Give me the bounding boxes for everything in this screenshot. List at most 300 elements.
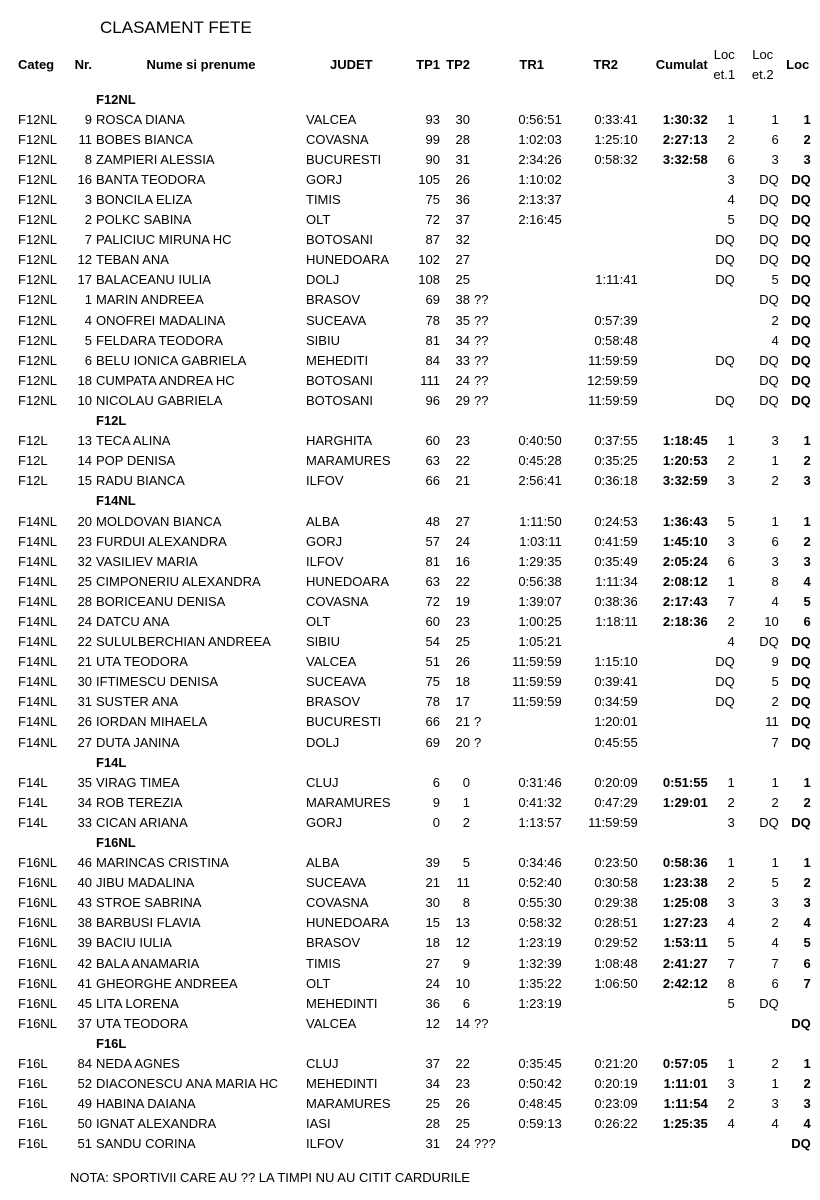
tp1-value: 81 <box>425 553 440 569</box>
tp1-value: 78 <box>425 312 440 328</box>
cumulative-time: 1:23:38 <box>662 875 708 891</box>
tr2-time <box>568 1134 644 1154</box>
cumulative-time <box>644 390 708 410</box>
tr1-time: 0:56:51 <box>518 111 562 127</box>
cumulative-time <box>644 270 708 290</box>
categ-cell: F16NL <box>18 855 58 871</box>
tp2-value: 1 <box>462 794 470 810</box>
table-row <box>0 792 811 812</box>
tp1-value: 0 <box>432 814 440 830</box>
missing-time-flag <box>472 471 496 491</box>
tr1-time: 1:39:07 <box>518 593 562 609</box>
tr2-time: 0:35:49 <box>594 553 638 569</box>
stage1-rank: 3 <box>727 533 735 549</box>
table-row <box>0 230 811 250</box>
tp1-value: 25 <box>425 1096 440 1112</box>
header-nr: Nr. <box>74 57 92 72</box>
stage1-rank: 6 <box>727 553 735 569</box>
athlete-name: CUMPATA ANDREA HC <box>96 372 235 388</box>
tr1-time: 1:23:19 <box>518 995 562 1011</box>
athlete-name: BALA ANAMARIA <box>96 955 200 971</box>
athlete-name: UTA TEODORA <box>96 1015 188 1031</box>
stage2-rank: DQ <box>759 252 779 268</box>
table-row <box>0 370 811 390</box>
bib-number: 40 <box>77 875 92 891</box>
final-rank: DQ <box>791 171 811 187</box>
bib-number: 5 <box>84 332 92 348</box>
tr2-time: 1:25:10 <box>594 131 638 147</box>
table-row <box>0 611 811 631</box>
table-row <box>0 350 811 370</box>
table-row <box>0 531 811 551</box>
stage2-rank: DQ <box>759 392 779 408</box>
final-rank: DQ <box>791 272 811 288</box>
table-row <box>0 632 811 652</box>
tp1-value: 39 <box>425 855 440 871</box>
stage2-rank: 7 <box>771 734 779 750</box>
athlete-name: POP DENISA <box>96 453 176 469</box>
footer-note: NOTA: SPORTIVII CARE AU ?? LA TIMPI NU AU CITIT CARDURILE <box>70 1170 470 1185</box>
stage2-rank: DQ <box>759 814 779 830</box>
final-rank: 5 <box>803 935 811 951</box>
tp1-value: 9 <box>432 794 440 810</box>
final-rank: 1 <box>803 1056 811 1072</box>
table-row <box>0 853 811 873</box>
tr2-time: 1:11:41 <box>595 272 638 288</box>
final-rank: 7 <box>803 975 811 991</box>
cumulative-time <box>644 370 708 390</box>
athlete-name: BELU IONICA GABRIELA <box>96 352 247 368</box>
cumulative-time <box>644 1134 708 1154</box>
tp1-value: 48 <box>425 513 440 529</box>
tr1-time <box>496 1013 568 1033</box>
table-row <box>0 390 811 410</box>
stage1-rank: 6 <box>727 151 735 167</box>
county: COVASNA <box>306 895 369 911</box>
categ-cell: F16NL <box>18 915 58 931</box>
final-rank: 3 <box>803 1096 811 1112</box>
missing-time-flag <box>472 1114 496 1134</box>
final-rank: 3 <box>803 895 811 911</box>
table-row <box>0 712 811 732</box>
missing-time-flag <box>472 792 496 812</box>
categ-cell: F14NL <box>18 714 58 730</box>
final-rank: 3 <box>803 473 811 489</box>
athlete-name: ONOFREI MADALINA <box>96 312 226 328</box>
county: ALBA <box>306 855 340 871</box>
tp2-value: 21 <box>455 714 470 730</box>
athlete-name: MARINCAS CRISTINA <box>96 855 229 871</box>
categ-cell: F12NL <box>18 252 58 268</box>
categ-cell: F12NL <box>18 292 58 308</box>
categ-cell: F14NL <box>18 553 58 569</box>
bib-number: 15 <box>77 473 92 489</box>
table-row <box>0 1094 811 1114</box>
stage2-rank: 3 <box>771 895 779 911</box>
categ-cell: F12NL <box>18 352 58 368</box>
bib-number: 84 <box>77 1056 92 1072</box>
stage1-rank: DQ <box>715 654 735 670</box>
categ-cell: F12L <box>18 433 48 449</box>
bib-number: 24 <box>77 613 92 629</box>
tr1-time: 1:02:03 <box>518 131 562 147</box>
tr1-time: 0:55:30 <box>518 895 562 911</box>
missing-time-flag <box>472 812 496 832</box>
bib-number: 50 <box>77 1116 92 1132</box>
athlete-name: UTA TEODORA <box>96 654 188 670</box>
tr2-time: 12:59:59 <box>587 372 638 388</box>
tr2-time <box>568 993 644 1013</box>
final-rank: DQ <box>791 714 811 730</box>
stage2-rank <box>741 1013 785 1033</box>
categ-cell: F12NL <box>18 372 58 388</box>
missing-time-flag <box>472 873 496 893</box>
tp2-value: 16 <box>455 553 470 569</box>
table-row <box>0 812 811 832</box>
final-rank: 3 <box>803 553 811 569</box>
tp2-value: 20 <box>455 734 470 750</box>
athlete-name: VASILIEV MARIA <box>96 553 198 569</box>
cumulative-time: 1:30:32 <box>662 111 708 127</box>
tr2-time: 0:37:55 <box>594 433 638 449</box>
missing-time-flag <box>472 431 496 451</box>
tp2-value: 36 <box>455 192 470 208</box>
header-tr2: TR2 <box>593 57 618 72</box>
bib-number: 25 <box>77 573 92 589</box>
tp1-value: 69 <box>425 734 440 750</box>
stage1-rank <box>708 712 741 732</box>
cumulative-time <box>644 692 708 712</box>
cumulative-time <box>644 230 708 250</box>
tr1-time <box>496 370 568 390</box>
tp1-value: 12 <box>425 1015 440 1031</box>
table-row <box>0 933 811 953</box>
categ-cell: F16NL <box>18 875 58 891</box>
tp1-value: 69 <box>425 292 440 308</box>
table-row <box>0 1054 811 1074</box>
tp2-value: 11 <box>456 875 470 891</box>
bib-number: 17 <box>77 272 92 288</box>
tp1-value: 75 <box>425 192 440 208</box>
categ-cell: F12NL <box>18 192 58 208</box>
tr2-time: 0:29:38 <box>594 895 638 911</box>
tp2-value: 27 <box>455 513 470 529</box>
tr2-time: 0:38:36 <box>594 593 638 609</box>
final-rank: DQ <box>791 734 811 750</box>
tr2-time: 0:28:51 <box>594 915 638 931</box>
tp2-value: 30 <box>455 111 470 127</box>
final-rank: DQ <box>791 232 811 248</box>
county: HUNEDOARA <box>306 573 390 589</box>
stage2-rank: 6 <box>771 975 779 991</box>
athlete-name: IORDAN MIHAELA <box>96 714 208 730</box>
group-header-row <box>0 89 811 109</box>
missing-time-flag <box>472 571 496 591</box>
stage2-rank: 1 <box>771 1076 779 1092</box>
tr1-time: 11:59:59 <box>512 674 562 690</box>
county: TIMIS <box>306 955 341 971</box>
bib-number: 49 <box>77 1096 92 1112</box>
tr1-time: 0:31:46 <box>518 774 562 790</box>
county: DOLJ <box>306 734 340 750</box>
tp2-value: 25 <box>455 634 470 650</box>
categ-cell: F16L <box>18 1076 48 1092</box>
table-row <box>0 471 811 491</box>
tr2-time <box>568 632 644 652</box>
tp2-value: 37 <box>455 212 470 228</box>
tr2-time: 1:11:34 <box>595 573 638 589</box>
tr1-time <box>496 350 568 370</box>
final-rank: DQ <box>791 372 811 388</box>
header-name: Nume si prenume <box>146 57 256 72</box>
county: OLT <box>306 212 331 228</box>
tr2-time: 1:06:50 <box>594 975 638 991</box>
stage1-rank: 4 <box>727 634 735 650</box>
county: TIMIS <box>306 192 341 208</box>
bib-number: 32 <box>77 553 92 569</box>
cumulative-time: 0:57:05 <box>662 1056 708 1072</box>
categ-cell: F12L <box>18 453 48 469</box>
county: COVASNA <box>306 131 369 147</box>
county: DOLJ <box>306 272 340 288</box>
table-row <box>0 270 811 290</box>
athlete-name: BONCILA ELIZA <box>96 192 193 208</box>
stage2-rank: 8 <box>771 573 779 589</box>
missing-time-flag <box>472 692 496 712</box>
final-rank: 2 <box>803 794 811 810</box>
county: ILFOV <box>306 553 344 569</box>
cumulative-time: 0:51:55 <box>662 774 708 790</box>
athlete-name: BACIU IULIA <box>96 935 172 951</box>
county: BOTOSANI <box>306 372 373 388</box>
tr2-time: 0:45:55 <box>594 734 638 750</box>
stage1-rank: 3 <box>727 814 735 830</box>
categ-cell: F14NL <box>18 573 58 589</box>
tr1-time <box>496 270 568 290</box>
cumulative-time: 1:29:01 <box>662 794 708 810</box>
stage2-rank: 1 <box>771 774 779 790</box>
table-row <box>0 149 811 169</box>
tp2-value: 2 <box>462 814 470 830</box>
athlete-name: FURDUI ALEXANDRA <box>96 533 227 549</box>
athlete-name: LITA LORENA <box>96 995 179 1011</box>
bib-number: 28 <box>77 593 92 609</box>
missing-time-flag <box>472 1054 496 1074</box>
bib-number: 38 <box>77 915 92 931</box>
athlete-name: ROB TEREZIA <box>96 794 183 810</box>
county: MEHEDINTI <box>306 995 378 1011</box>
categ-cell: F14NL <box>18 513 58 529</box>
missing-time-flag <box>472 551 496 571</box>
categ-cell: F16NL <box>18 895 58 911</box>
missing-time-flag: ?? <box>474 352 489 368</box>
cumulative-time: 3:32:58 <box>662 151 708 167</box>
missing-time-flag <box>472 652 496 672</box>
tr1-time: 1:03:11 <box>519 533 562 549</box>
tr1-time: 1:10:02 <box>518 171 562 187</box>
final-rank: DQ <box>791 654 811 670</box>
final-rank: 5 <box>803 593 811 609</box>
tp2-value: 26 <box>455 1096 470 1112</box>
categ-cell: F16NL <box>18 975 58 991</box>
tr2-time <box>568 290 644 310</box>
tp1-value: 15 <box>425 915 440 931</box>
missing-time-flag: ??? <box>474 1136 496 1152</box>
final-rank: DQ <box>791 674 811 690</box>
missing-time-flag <box>472 230 496 250</box>
bib-number: 13 <box>77 433 92 449</box>
final-rank: DQ <box>791 332 811 348</box>
tp2-value: 18 <box>455 674 470 690</box>
stage1-rank: 4 <box>727 192 735 208</box>
county: COVASNA <box>306 593 369 609</box>
stage2-rank: 5 <box>771 875 779 891</box>
bib-number: 52 <box>77 1076 92 1092</box>
cumulative-time <box>644 210 708 230</box>
bib-number: 43 <box>77 895 92 911</box>
stage1-rank: 5 <box>727 935 735 951</box>
stage1-rank <box>708 290 741 310</box>
athlete-name: MARIN ANDREEA <box>96 292 204 308</box>
missing-time-flag <box>472 210 496 230</box>
athlete-name: DIACONESCU ANA MARIA HC <box>96 1076 279 1092</box>
stage2-rank: 3 <box>771 433 779 449</box>
stage2-rank: DQ <box>759 171 779 187</box>
table-row <box>0 953 811 973</box>
missing-time-flag: ?? <box>474 392 489 408</box>
header-tp1: TP1 <box>416 57 440 72</box>
table-row <box>0 169 811 189</box>
missing-time-flag <box>472 511 496 531</box>
missing-time-flag <box>472 250 496 270</box>
bib-number: 9 <box>84 111 92 127</box>
cumulative-time: 0:58:36 <box>662 855 708 871</box>
county: ILFOV <box>306 1136 344 1152</box>
table-row <box>0 1114 811 1134</box>
categ-cell: F14NL <box>18 533 58 549</box>
tp2-value: 32 <box>455 232 470 248</box>
tr2-time: 11:59:59 <box>588 392 638 408</box>
cumulative-time <box>644 330 708 350</box>
tr1-time: 0:34:46 <box>518 855 562 871</box>
tp2-value: 27 <box>455 252 470 268</box>
stage2-rank: 3 <box>771 1096 779 1112</box>
table-row <box>0 772 811 792</box>
tp1-value: 99 <box>425 131 440 147</box>
county: BUCURESTI <box>306 714 382 730</box>
tp2-value: 24 <box>455 1136 470 1152</box>
stage2-rank: DQ <box>759 192 779 208</box>
bib-number: 30 <box>77 674 92 690</box>
categ-cell: F14NL <box>18 674 58 690</box>
table-row <box>0 310 811 330</box>
stage2-rank: 6 <box>771 131 779 147</box>
cumulative-time: 1:18:45 <box>662 433 708 449</box>
cumulative-time <box>644 812 708 832</box>
categ-cell: F14NL <box>18 593 58 609</box>
athlete-name: CICAN ARIANA <box>96 814 188 830</box>
cumulative-time <box>644 732 708 752</box>
missing-time-flag: ?? <box>474 1015 489 1031</box>
tr2-time: 0:23:09 <box>594 1096 638 1112</box>
categ-cell: F12NL <box>18 171 58 187</box>
cumulative-time <box>644 290 708 310</box>
header-loc-et1 <box>708 40 741 89</box>
athlete-name: BARBUSI FLAVIA <box>96 915 201 931</box>
tr2-time: 0:33:41 <box>594 111 638 127</box>
stage1-rank: 1 <box>727 774 735 790</box>
tr1-time: 0:52:40 <box>518 875 562 891</box>
athlete-name: BOBES BIANCA <box>96 131 193 147</box>
tr2-time: 0:58:32 <box>594 151 638 167</box>
stage2-rank: DQ <box>759 232 779 248</box>
final-rank: DQ <box>791 312 811 328</box>
table-row <box>0 571 811 591</box>
final-rank: 1 <box>803 774 811 790</box>
cumulative-time: 1:11:54 <box>663 1096 708 1112</box>
table-row <box>0 873 811 893</box>
stage2-rank: 3 <box>771 151 779 167</box>
tr2-time: 0:26:22 <box>594 1116 638 1132</box>
tp2-value: 19 <box>455 593 470 609</box>
missing-time-flag <box>472 953 496 973</box>
stage2-rank: DQ <box>759 372 779 388</box>
cumulative-time <box>644 712 708 732</box>
county: SIBIU <box>306 332 340 348</box>
header-categ: Categ <box>18 57 55 72</box>
categ-cell: F12NL <box>18 131 58 147</box>
final-rank: DQ <box>791 292 811 308</box>
stage2-rank: 7 <box>771 955 779 971</box>
stage1-rank: 5 <box>727 513 735 529</box>
cumulative-time <box>644 189 708 209</box>
tr1-time <box>496 1134 568 1154</box>
tp1-value: 27 <box>425 955 440 971</box>
county: GORJ <box>306 171 343 187</box>
stage1-rank: 5 <box>727 212 735 228</box>
table-row <box>0 551 811 571</box>
stage2-rank: 1 <box>771 453 779 469</box>
table-row <box>0 591 811 611</box>
athlete-name: GHEORGHE ANDREEA <box>96 975 238 991</box>
tr2-time: 0:34:59 <box>594 694 638 710</box>
stage1-rank: DQ <box>715 252 735 268</box>
tp2-value: 24 <box>455 533 470 549</box>
tr1-time <box>496 390 568 410</box>
bib-number: 8 <box>84 151 92 167</box>
tp1-value: 60 <box>425 613 440 629</box>
cumulative-time: 1:45:10 <box>662 533 708 549</box>
stage1-rank: DQ <box>715 232 735 248</box>
county: GORJ <box>306 533 343 549</box>
cumulative-time: 1:11:01 <box>663 1076 708 1092</box>
stage2-rank: 6 <box>771 533 779 549</box>
stage1-rank: DQ <box>715 694 735 710</box>
table-row <box>0 692 811 712</box>
missing-time-flag <box>472 772 496 792</box>
tr1-time: 0:50:42 <box>518 1076 562 1092</box>
county: MARAMURES <box>306 453 391 469</box>
table-row <box>0 1013 811 1033</box>
tp2-value: 8 <box>462 895 470 911</box>
county: BOTOSANI <box>306 392 373 408</box>
categ-cell: F14NL <box>18 654 58 670</box>
stage1-rank: 7 <box>727 955 735 971</box>
stage2-rank: 1 <box>771 513 779 529</box>
athlete-name: NEDA AGNES <box>96 1056 180 1072</box>
tp2-value: 6 <box>462 995 470 1011</box>
stage1-rank: DQ <box>715 392 735 408</box>
